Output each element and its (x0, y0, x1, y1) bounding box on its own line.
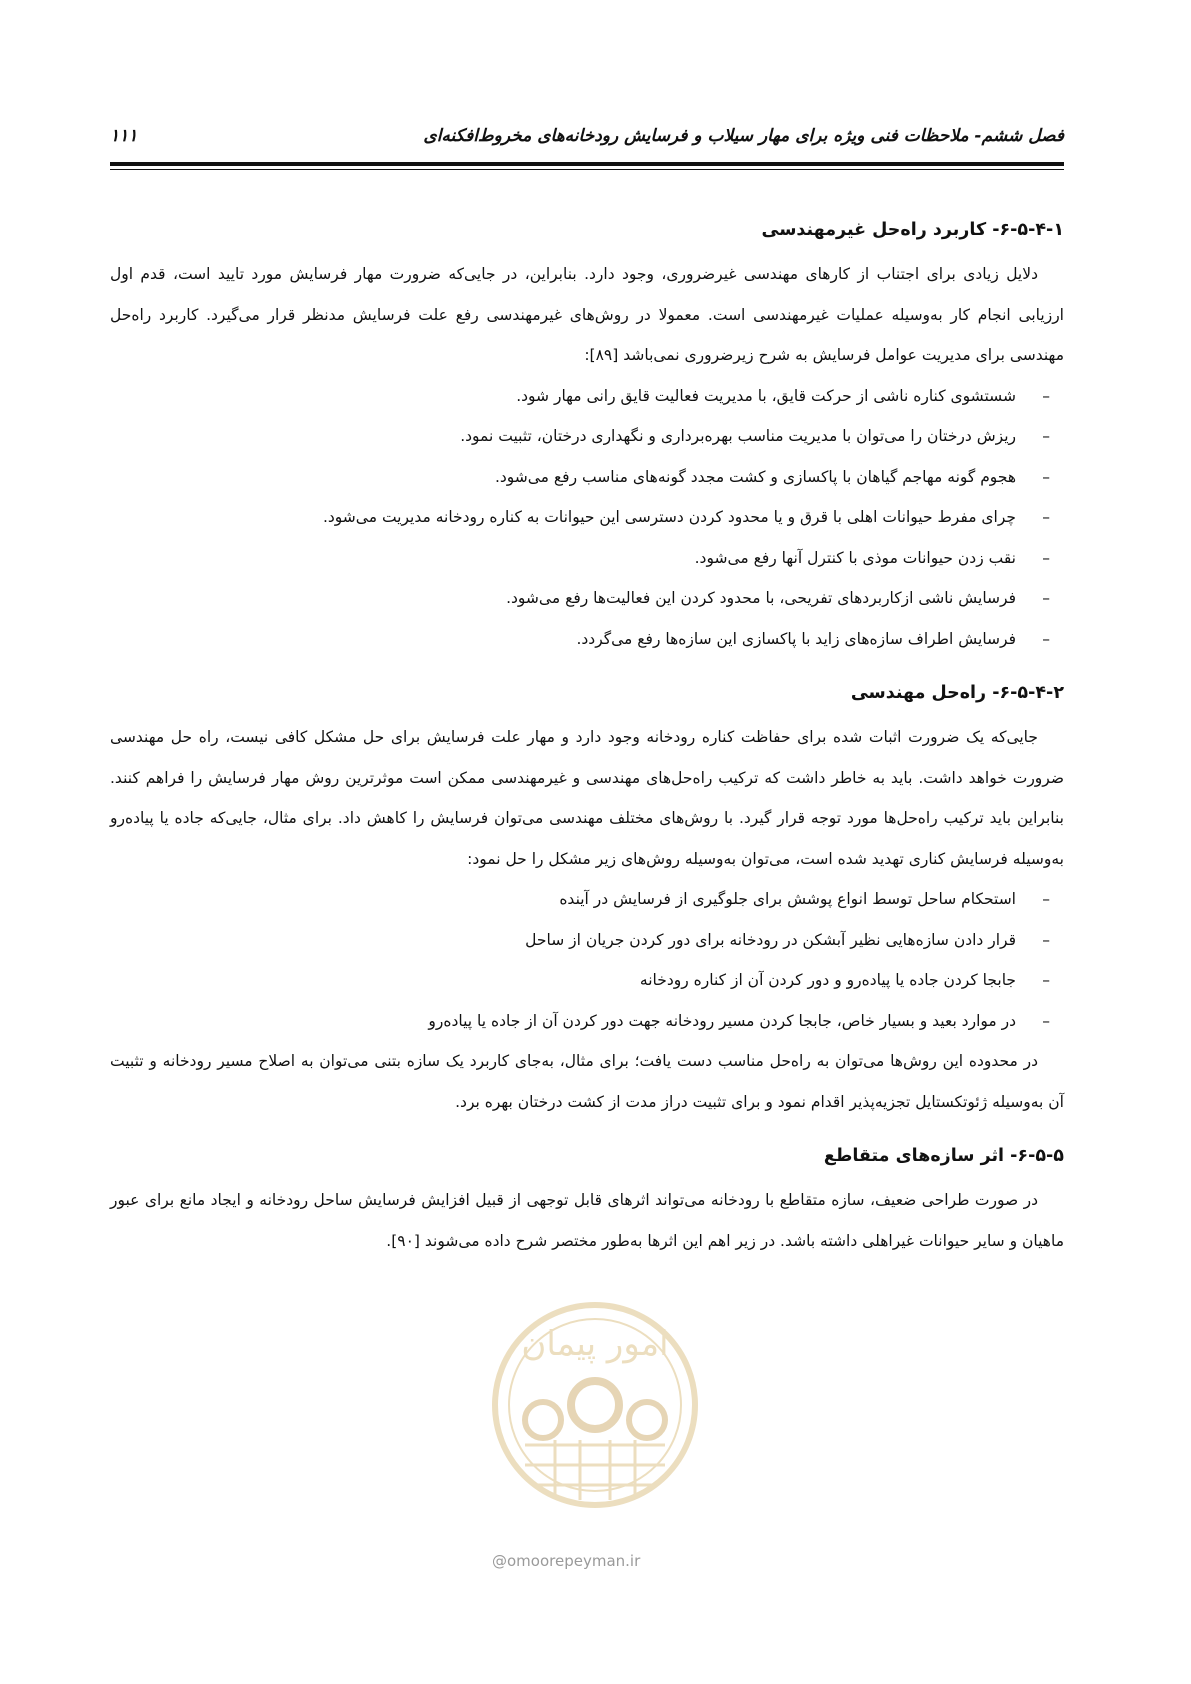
dash-icon: – (1042, 629, 1050, 648)
section-closing-paragraph: در محدوده این روش‌ها می‌توان به راه‌حل مناسب دست یافت؛ برای مثال، به‌جای کاربرد یک سازه بتنی می‌توان به اصلاح مسیر رودخانه و تثبیت آن به‌وسیله ژئوتکستایل تجزیه‌پذیر اقدام نمود و برای تثبیت دراز مدت از کشت درختان بهره برد. (110, 1052, 1064, 1111)
list-item: –جابجا کردن جاده یا پیاده‌رو و دور کردن آن از کناره رودخانه (110, 960, 1050, 1001)
dash-icon: – (1042, 971, 1050, 989)
dash-icon: – (1042, 1011, 1050, 1030)
watermark-url: @omoorepeyman.ir (492, 1552, 641, 1570)
dash-icon: – (1042, 548, 1050, 567)
bullet-list-non-engineering (110, 376, 1064, 660)
watermark-logo-text: امور پیمان (521, 1324, 669, 1364)
section-paragraph: در صورت طراحی ضعیف، سازه متقاطع با رودخانه می‌تواند اثرهای قابل توجهی از قبیل افزایش فرسایش ساحل رودخانه و ایجاد مانع برای عبور ماهیان و سایر حیوانات غیراهلی داشته باشد. در زیر اهم این اثرها به‌طور مختصر شرح داده می‌شوند [۹۰]. (110, 1191, 1064, 1250)
section-paragraph: دلایل زیادی برای اجتناب از کارهای مهندسی غیرضروری، وجود دارد. بنابراین، در جایی‌که ضرورت مهار فرسایش مورد تایید است، قدم اول ارزیابی انجام کار به‌وسیله عملیات غیرمهندسی است. معمولا در روش‌های غیرمهندسی رفع علت فرسایش مدنظر قرار می‌گیرد. کاربرد راه‌حل مهندسی برای مدیریت عوامل فرسایش به شرح زیرضروری نمی‌باشد [۸۹]: (110, 265, 1064, 364)
page-number: ۱۱۱ (110, 126, 138, 146)
list-item: –فرسایش اطراف سازه‌های زاید با پاکسازی این سازه‌ها رفع می‌گردد. (110, 619, 1050, 660)
list-item: –نقب زدن حیوانات موذی با کنترل آنها رفع می‌شود. (110, 538, 1050, 579)
dash-icon: – (1042, 890, 1050, 908)
list-item: –شستشوی کناره ناشی از حرکت قایق، با مدیریت فعالیت قایق رانی مهار شود. (110, 376, 1050, 417)
list-item: –در موارد بعید و بسیار خاص، جابجا کردن مسیر رودخانه جهت دور کردن آن از جاده یا پیاده‌رو (110, 1001, 1050, 1042)
section-paragraph: جایی‌که یک ضرورت اثبات شده برای حفاظت کناره رودخانه وجود دارد و مهار علت فرسایش برای حل مشکل کافی نیست، راه حل مهندسی ضرورت خواهد داشت. باید به خاطر داشت که ترکیب راه‌حل‌های مهندسی و غیرمهندسی ممکن است موثرترین روش مهار فرسایش را فراهم کنند. بنابراین باید ترکیب راه‌حل‌ها مورد توجه قرار گیرد. با روش‌های مختلف مهندسی می‌توان فرسایش را کاهش داد. برای مثال، جایی‌که جاده یا پیاده‌رو به‌وسیله فرسایش کناری تهدید شده است، می‌توان به‌وسیله روش‌های زیر مشکل را حل نمود: (110, 728, 1064, 868)
list-item: –ریزش درختان را می‌توان با مدیریت مناسب بهره‌برداری و نگهداری درختان، تثبیت نمود. (110, 416, 1050, 457)
section-heading-engineering: ۶-۵-۴-۲- راه‌حل مهندسی (850, 683, 1064, 703)
dash-icon: – (1042, 467, 1050, 486)
list-item: –هجوم گونه مهاجم گیاهان با پاکسازی و کشت مجدد گونه‌های مناسب رفع می‌شود. (110, 457, 1050, 498)
section-heading-cross-structures: ۶-۵-۵- اثر سازه‌های متقاطع (823, 1146, 1064, 1166)
list-item: –چرای مفرط حیوانات اهلی با قرق و یا محدود کردن دسترسی این حیوانات به کناره رودخانه مدیریت می‌شود. (110, 497, 1050, 538)
spacer (110, 659, 1064, 675)
list-item: –فرسایش ناشی ازکاربردهای تفریحی، با محدود کردن این فعالیت‌ها رفع می‌شود. (110, 578, 1050, 619)
page-content (110, 212, 1064, 1261)
dash-icon: – (1042, 589, 1050, 607)
dash-icon: – (1042, 930, 1050, 949)
watermark-logo-icon (485, 1255, 705, 1585)
section-heading-non-engineering: ۶-۵-۴-۱- کاربرد راه‌حل غیرمهندسی (761, 220, 1064, 240)
dash-icon: – (1042, 508, 1050, 526)
list-item: –استحکام ساحل توسط انواع پوشش برای جلوگیری از فرسایش در آینده (110, 879, 1050, 920)
dash-icon: – (1042, 386, 1050, 405)
bullet-list-engineering (110, 879, 1064, 1041)
header-rule-thick (110, 162, 1064, 166)
dash-icon: – (1042, 427, 1050, 445)
chapter-title: فصل ششم- ملاحظات فنی ویژه برای مهار سیلاب و فرسایش رودخانه‌های مخروط‌افکنه‌ای (423, 126, 1064, 146)
spacer (110, 1122, 1064, 1138)
header-rule-thin (110, 169, 1064, 170)
list-item: –قرار دادن سازه‌هایی نظیر آبشکن در رودخانه برای دور کردن جریان از ساحل (110, 920, 1050, 961)
